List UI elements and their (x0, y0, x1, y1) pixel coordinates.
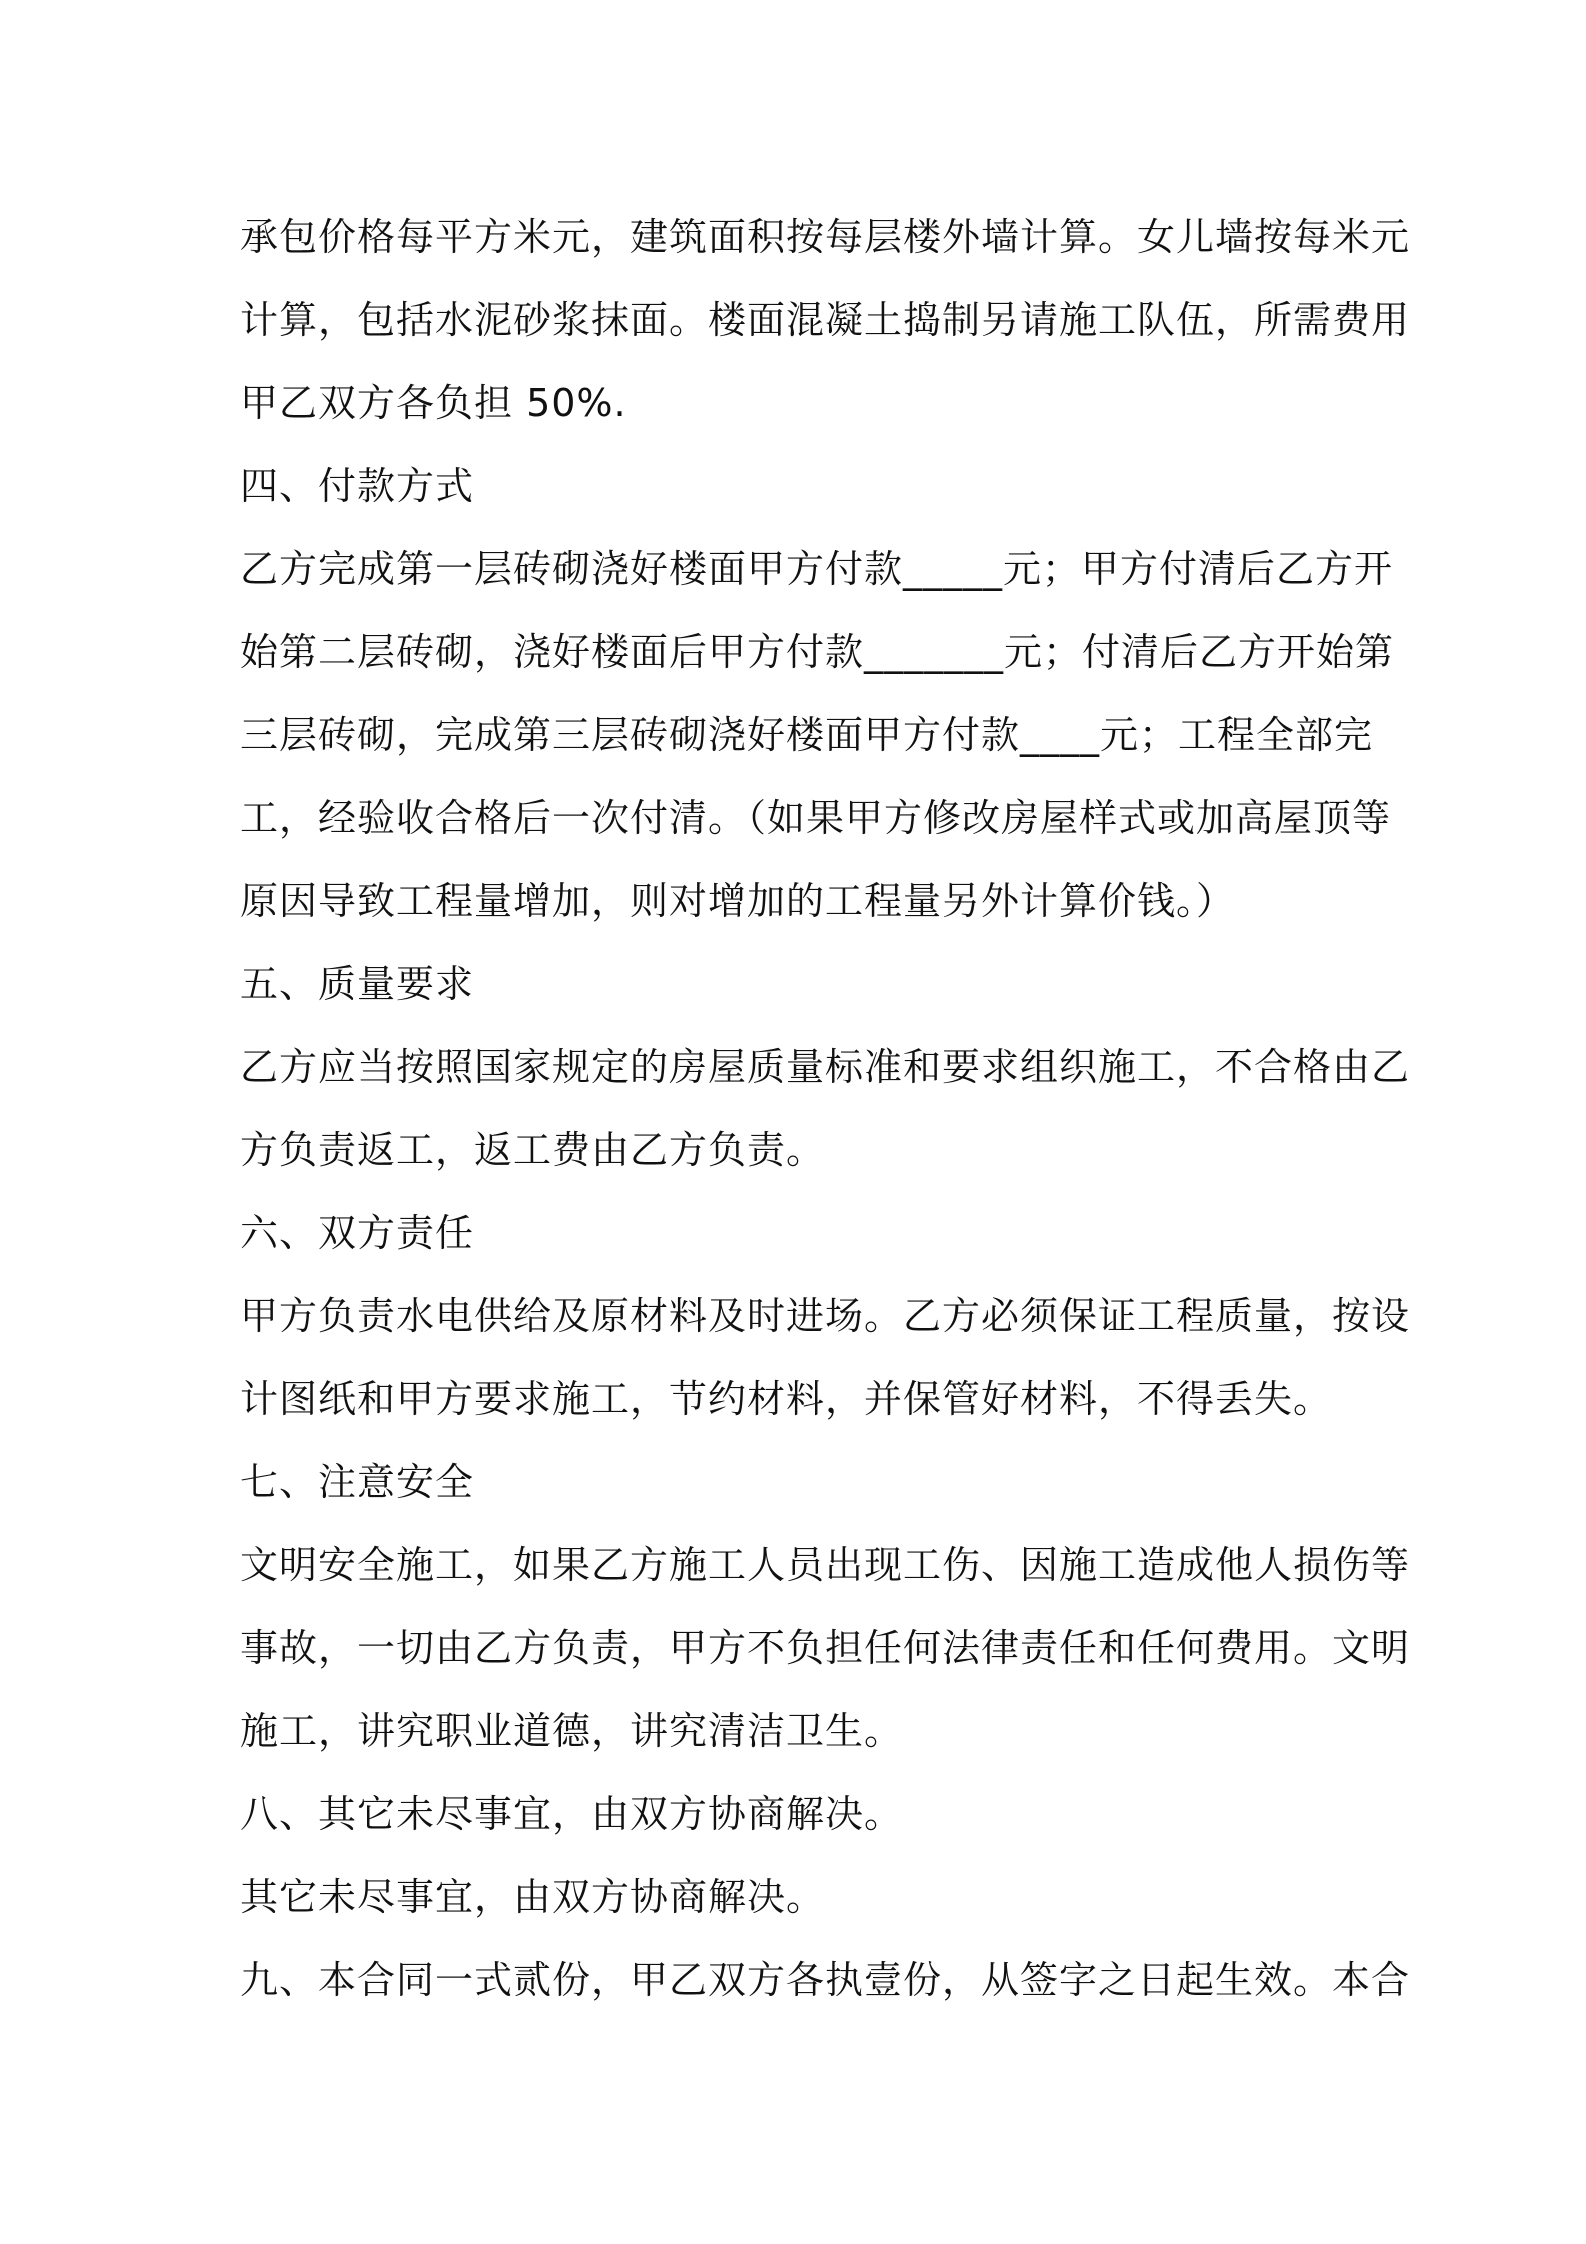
payment-paragraph-line-1: 乙方完成第一层砖砌浇好楼面甲方付款_____元；甲方付清后乙方开 (240, 547, 1394, 591)
other-matters-paragraph: 其它未尽事宜，由双方协商解决。 (240, 1875, 826, 1919)
quality-paragraph-line-1: 乙方应当按照国家规定的房屋质量标准和要求组织施工，不合格由乙 (240, 1045, 1411, 1089)
payment-paragraph-line-4: 工，经验收合格后一次付清。（如果甲方修改房屋样式或加高屋顶等 (240, 796, 1392, 840)
payment-paragraph-line-3: 三层砖砌，完成第三层砖砌浇好楼面甲方付款____元；工程全部完 (240, 713, 1374, 757)
payment-paragraph-line-2: 始第二层砖砌，浇好楼面后甲方付款_______元；付清后乙方开始第 (240, 630, 1395, 674)
payment-paragraph-line-5: 原因导致工程量增加，则对增加的工程量另外计算价钱。） (240, 879, 1236, 923)
price-paragraph-line-2: 计算，包括水泥砂浆抹面。楼面混凝土捣制另请施工队伍，所需费用 (240, 298, 1411, 342)
section-heading-contract-copies: 九、本合同一式贰份，甲乙双方各执壹份，从签字之日起生效。本合 (240, 1958, 1411, 2002)
responsibility-paragraph-line-2: 计图纸和甲方要求施工，节约材料，并保管好材料，不得丢失。 (240, 1377, 1333, 1421)
responsibility-paragraph-line-1: 甲方负责水电供给及原材料及时进场。乙方必须保证工程质量，按设 (240, 1294, 1411, 1338)
quality-paragraph-line-2: 方负责返工，返工费由乙方负责。 (240, 1128, 826, 1172)
document-body (240, 196, 1411, 2022)
section-heading-safety: 七、注意安全 (240, 1460, 475, 1504)
section-heading-other-matters: 八、其它未尽事宜，由双方协商解决。 (240, 1792, 904, 1836)
safety-paragraph-line-2: 事故，一切由乙方负责，甲方不负担任何法律责任和任何费用。文明 (240, 1626, 1411, 1670)
safety-paragraph-line-3: 施工，讲究职业道德，讲究清洁卫生。 (240, 1709, 904, 1753)
price-paragraph-line-3: 甲乙双方各负担 50%. (240, 381, 627, 425)
section-heading-quality: 五、质量要求 (240, 962, 475, 1006)
safety-paragraph-line-1: 文明安全施工，如果乙方施工人员出现工伤、因施工造成他人损伤等 (240, 1543, 1411, 1587)
price-paragraph-line-1: 承包价格每平方米元，建筑面积按每层楼外墙计算。女儿墙按每米元 (240, 215, 1411, 259)
section-heading-responsibility: 六、双方责任 (240, 1211, 475, 1255)
section-heading-payment: 四、付款方式 (240, 464, 475, 508)
